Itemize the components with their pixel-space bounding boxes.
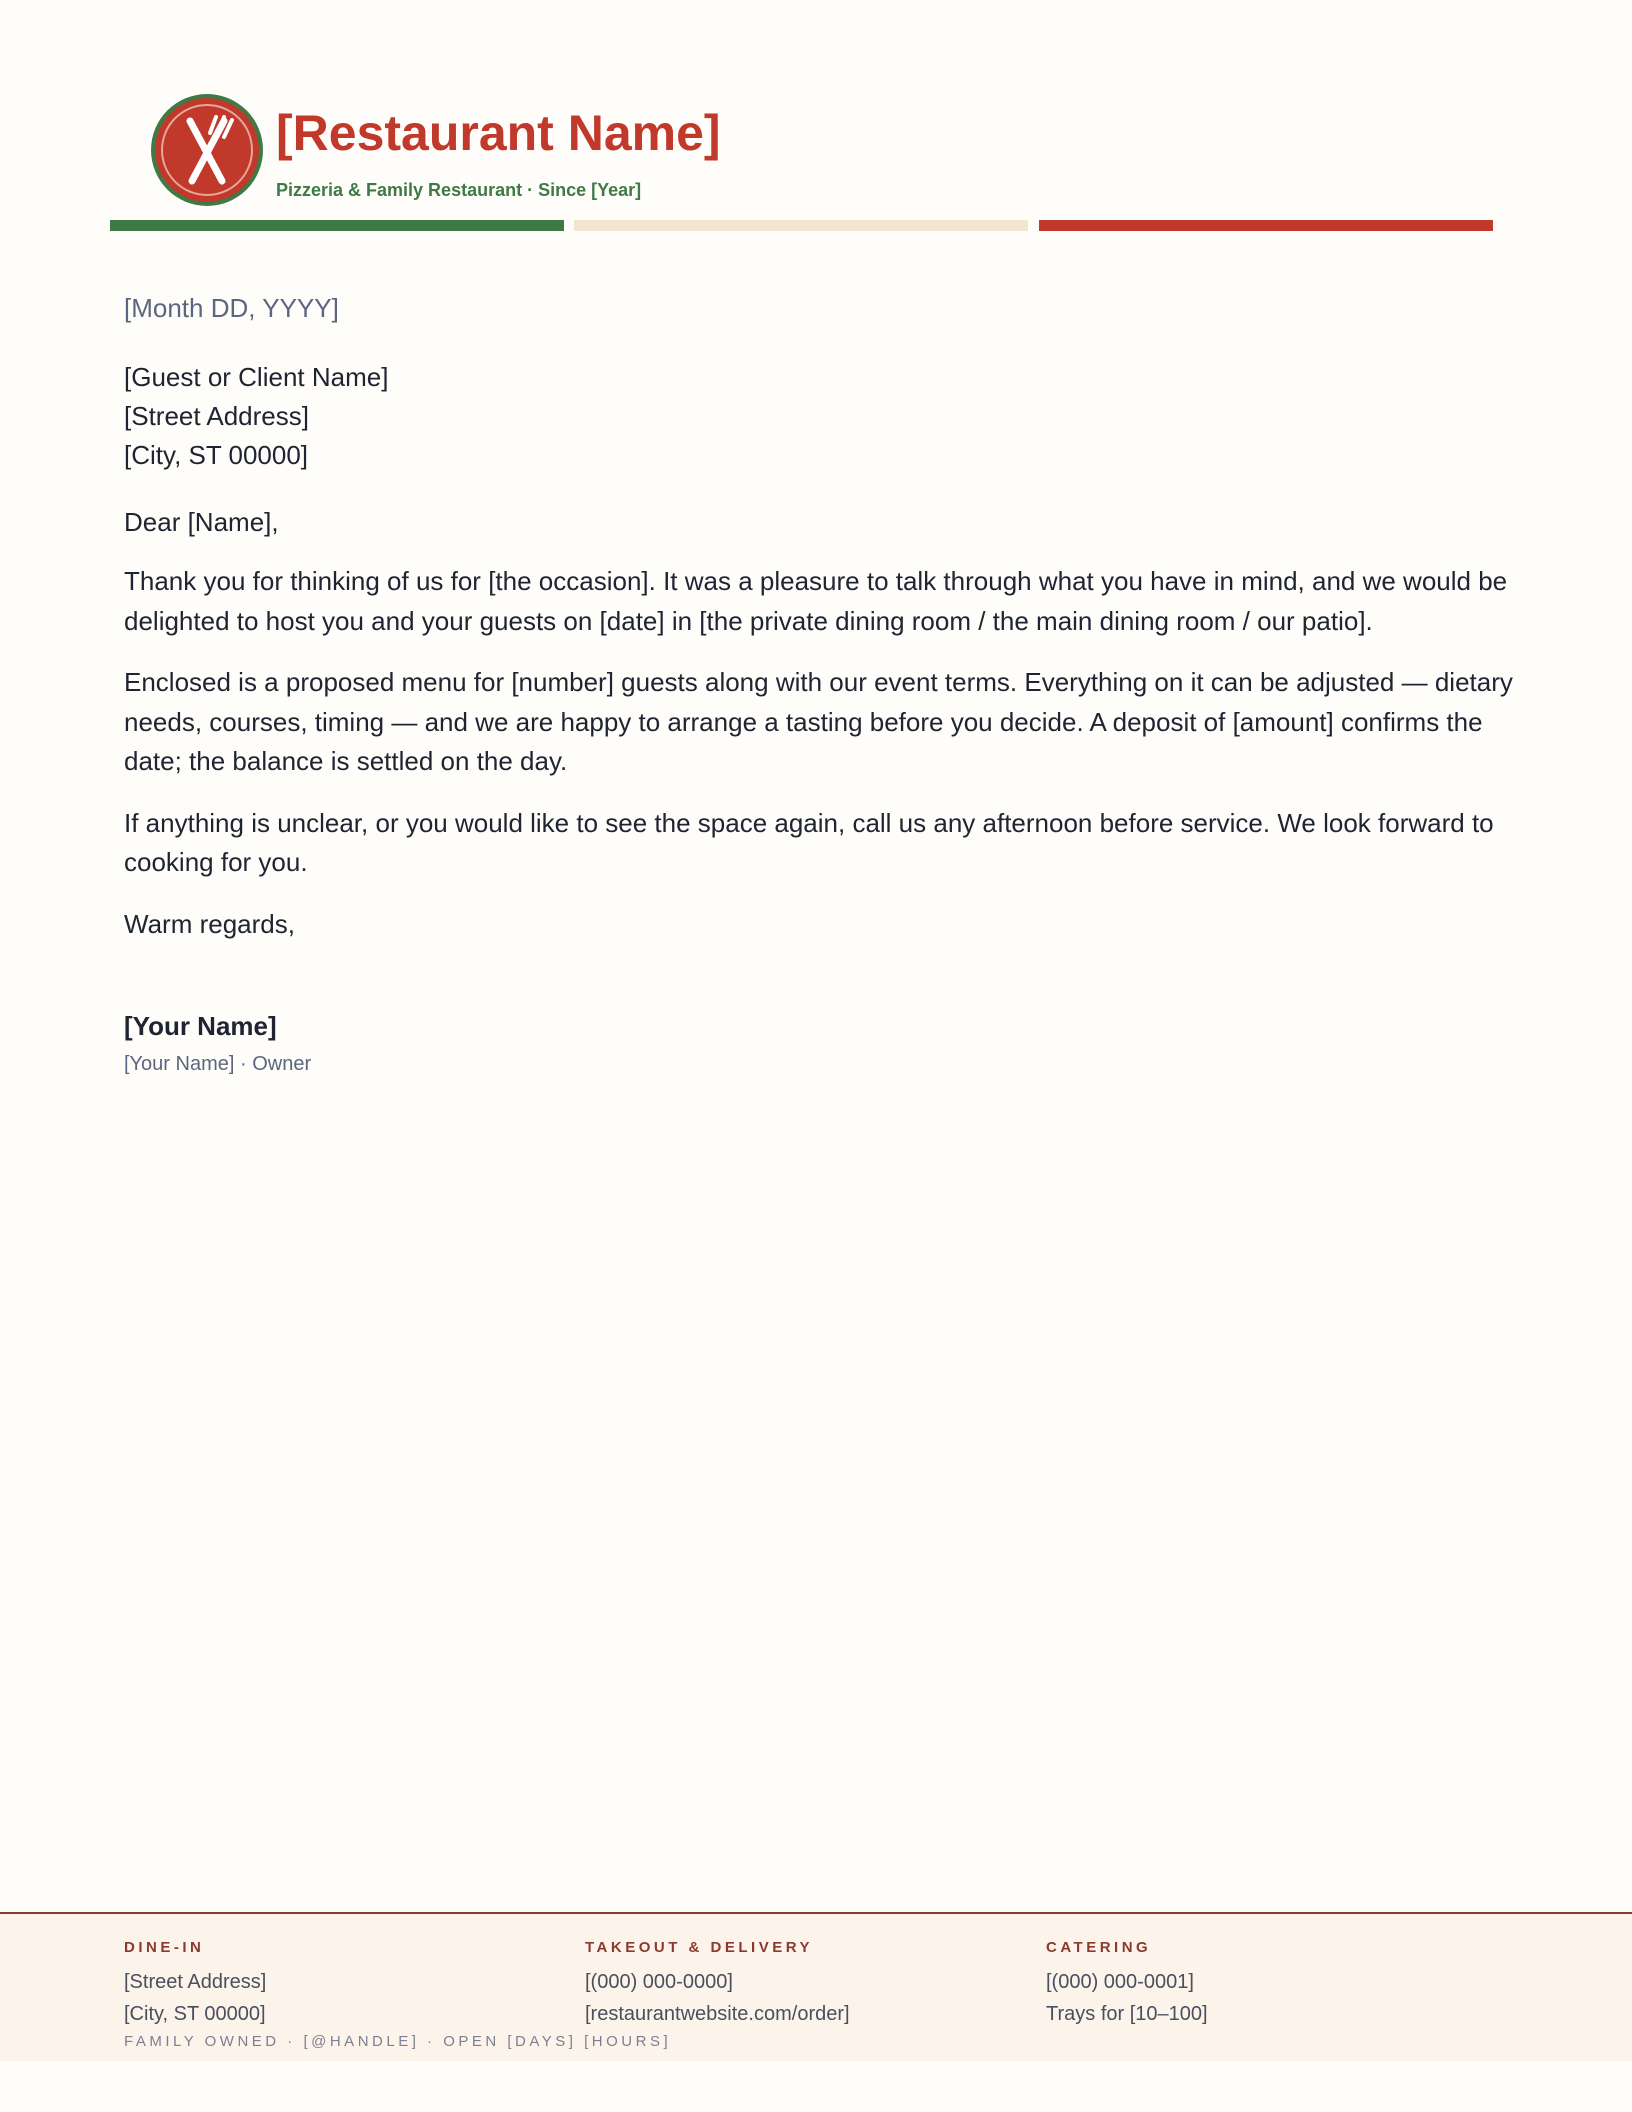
closing: Warm regards, [124, 908, 295, 939]
recipient-street: [Street Address] [124, 401, 309, 431]
body-paragraph: Enclosed is a proposed menu for [number] guests along with our event terms. Everything on it can be adjusted — dietary needs, courses, timing — and we are happy to arrange a tasting before you decide. A deposit of [amount] confirms the date; the balance is settled on the day. [124, 667, 1513, 776]
footer-column-takeout [585, 1938, 850, 2030]
footer-heading: TAKEOUT & DELIVERY [585, 1939, 814, 1956]
letter-date: [Month DD, YYYY] [124, 293, 339, 323]
signature-name: [Your Name] [124, 1010, 277, 1041]
footer-heading: DINE-IN [124, 1939, 205, 1956]
header-stripe-green [110, 220, 564, 231]
letter-body [124, 288, 1514, 1078]
salutation: Dear [Name], [124, 507, 279, 537]
footer-line: [(000) 000-0001] [1046, 1971, 1194, 1993]
recipient-address [124, 358, 1514, 475]
body-paragraph: If anything is unclear, or you would like to see the space again, call us any afternoon before service. We look forward to cooking for you. [124, 807, 1494, 877]
footer-line: [(000) 000-0000] [585, 1971, 733, 1993]
recipient-city: [City, ST 00000] [124, 440, 309, 470]
signature-title: [Your Name] · Owner [124, 1052, 312, 1075]
footer-heading: CATERING [1046, 1939, 1152, 1956]
header-stripe-red [1039, 220, 1493, 231]
body-paragraph: Thank you for thinking of us for [the occasion]. It was a pleasure to talk through what you have in mind, and we would be delighted to host you and your guests on [date] in [the private dining room / the main dining room / our patio]. [124, 566, 1508, 636]
footer [0, 1912, 1632, 2061]
footer-column-catering [1046, 1938, 1208, 2030]
footer-line: [City, ST 00000] [124, 2003, 266, 2025]
restaurant-tagline: Pizzeria & Family Restaurant · Since [Year] [276, 180, 642, 200]
restaurant-name: [Restaurant Name] [276, 105, 721, 161]
header-stripe-cream [574, 220, 1028, 231]
footer-line: Trays for [10–100] [1046, 2003, 1208, 2025]
recipient-name: [Guest or Client Name] [124, 362, 389, 392]
fork-knife-icon [150, 93, 264, 207]
footer-column-dine-in [124, 1938, 266, 2030]
footer-bottom-line: FAMILY OWNED · [@HANDLE] · OPEN [DAYS] [HOURS] [124, 2033, 672, 2050]
footer-line: [Street Address] [124, 1971, 267, 1993]
footer-line: [restaurantwebsite.com/order] [585, 2003, 850, 2025]
